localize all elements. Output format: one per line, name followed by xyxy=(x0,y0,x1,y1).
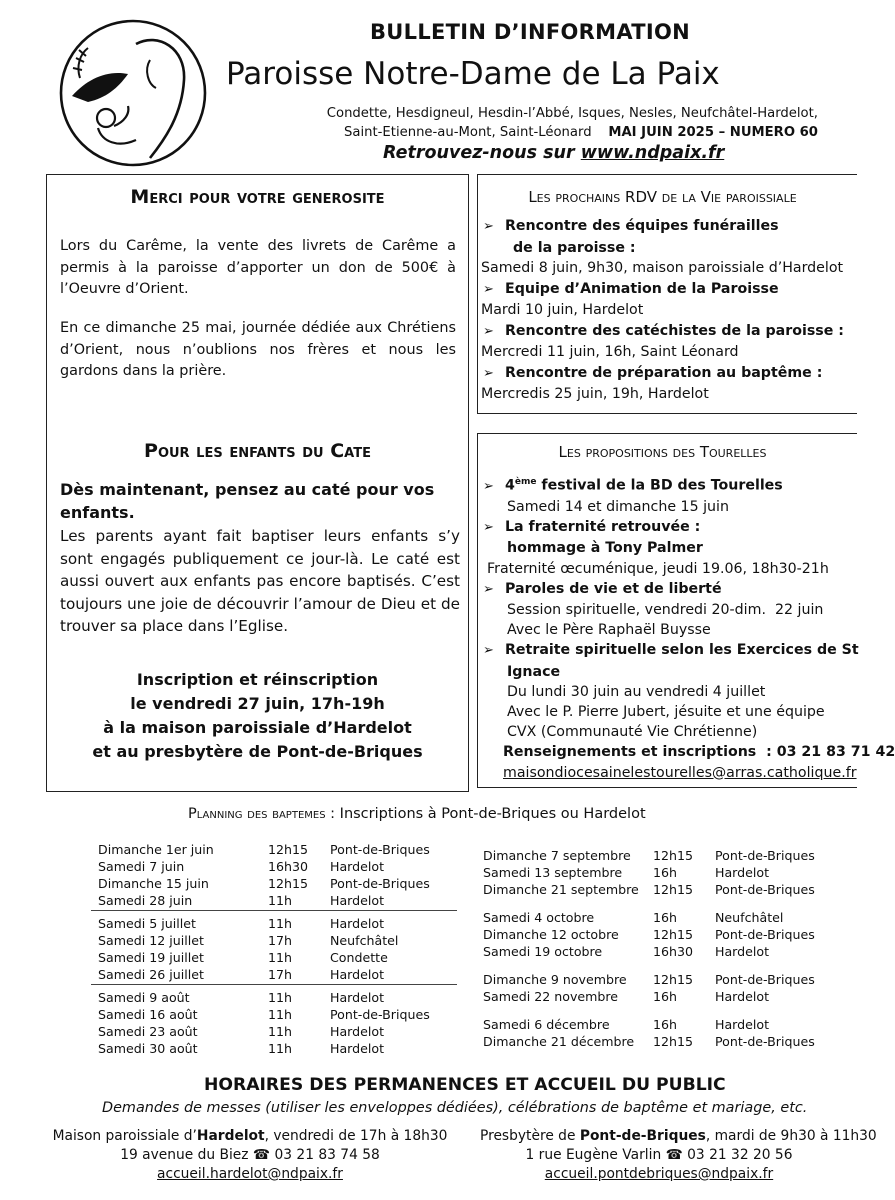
festival-title: festival de la BD des Tourelles xyxy=(536,477,783,494)
baptism-day: Samedi 5 juillet xyxy=(98,916,196,931)
tourelles-title: Les propositions des Tourelles xyxy=(558,443,767,461)
baptism-time: 11h xyxy=(268,1041,293,1056)
footer-hardelot-line1 xyxy=(40,1127,460,1146)
website-prefix: Retrouvez-nous sur xyxy=(383,143,581,163)
website-link[interactable]: www.ndpaix.fr xyxy=(580,143,725,163)
arrow-icon: ➢ xyxy=(483,581,494,597)
baptism-row xyxy=(98,1040,384,1057)
baptism-day: Samedi 28 juin xyxy=(98,893,193,908)
baptism-place: Pont-de-Briques xyxy=(330,876,430,891)
retraite-title-2: Ignace xyxy=(507,663,561,680)
baptism-day: Samedi 26 juillet xyxy=(98,967,204,982)
cate-insc-1: Inscription et réinscription xyxy=(136,670,379,689)
baptism-row xyxy=(483,881,815,898)
rdv-item-1-title-2: de la paroisse : xyxy=(513,239,636,256)
baptism-row xyxy=(483,909,783,926)
baptism-row xyxy=(98,1023,384,1040)
fp-a: Presbytère de xyxy=(480,1128,580,1144)
parish-logo xyxy=(58,18,208,168)
arrow-icon: ➢ xyxy=(483,281,494,297)
baptism-day: Dimanche 1er juin xyxy=(98,842,214,857)
retraite-title: Retraite spirituelle selon les Exercices de St xyxy=(505,642,859,659)
baptism-time: 12h15 xyxy=(653,882,694,897)
baptism-place: Pont-de-Briques xyxy=(715,882,815,897)
baptism-day: Samedi 19 octobre xyxy=(483,944,603,959)
paroles-detail-2: Avec le Père Raphaël Buysse xyxy=(507,622,711,639)
arrow-icon: ➢ xyxy=(483,520,494,536)
baptism-time: 11h xyxy=(268,916,293,931)
baptism-place: Pont-de-Briques xyxy=(715,927,815,942)
baptism-day: Samedi 30 août xyxy=(98,1041,198,1056)
footer-pdb-line1 xyxy=(470,1127,877,1146)
baptism-time: 12h15 xyxy=(653,927,694,942)
fraternite-title: La fraternité retrouvée : xyxy=(505,519,701,536)
baptism-time: 17h xyxy=(268,967,293,982)
baptism-place: Hardelot xyxy=(715,1017,770,1032)
fh-a: Maison paroissiale d’ xyxy=(52,1128,197,1144)
planning-heading xyxy=(188,806,646,822)
baptism-time: 11h xyxy=(268,1024,293,1039)
baptism-place: Neufchâtel xyxy=(330,933,399,948)
baptism-time: 11h xyxy=(268,893,293,908)
baptism-row xyxy=(98,966,384,983)
paroles-title: Paroles de vie et de liberté xyxy=(505,580,722,597)
baptism-place: Neufchâtel xyxy=(715,910,784,925)
rdv-item-1-title: Rencontre des équipes funérailles xyxy=(505,218,779,234)
baptism-place: Hardelot xyxy=(715,865,770,880)
towns-line-2 xyxy=(276,123,818,142)
baptism-row xyxy=(98,858,384,875)
footer-pontdebriques xyxy=(470,1127,877,1184)
rdv-item-1 xyxy=(481,216,848,279)
towns-block xyxy=(276,104,818,142)
baptism-row xyxy=(483,943,769,960)
baptism-day: Samedi 23 août xyxy=(98,1024,198,1039)
baptism-time: 12h15 xyxy=(653,972,694,987)
tourelles-list xyxy=(481,472,895,783)
cate-body: Les parents ayant fait baptiser leurs enfants s’y sont engagés publiquement ce jour-là. Le caté est aussi ouvert aux enfants pas encore baptisés. C’est toujours une joie de découvrir l’amour de Dieu et de trouver sa place dans l’Eglise. xyxy=(60,527,460,635)
baptism-place: Pont-de-Briques xyxy=(715,1034,815,1049)
rdv-item-4-title: Rencontre de préparation au baptême : xyxy=(505,364,823,381)
baptism-time: 16h xyxy=(653,1017,678,1032)
rdv-item-2-detail: Mardi 10 juin, Hardelot xyxy=(481,302,644,318)
baptism-place: Hardelot xyxy=(715,989,770,1004)
arrow-icon: ➢ xyxy=(483,643,494,659)
baptism-day: Samedi 19 juillet xyxy=(98,950,204,965)
baptism-place: Pont-de-Briques xyxy=(330,842,430,857)
baptism-time: 11h xyxy=(268,950,293,965)
rdv-item-1-detail: Samedi 8 juin, 9h30, maison paroissiale d’Hardelot xyxy=(481,260,844,276)
baptism-place: Pont-de-Briques xyxy=(715,972,815,987)
cate-title: Pour les enfants du Cate xyxy=(144,440,371,462)
baptism-time: 12h15 xyxy=(653,848,694,863)
planning-subtitle: : Inscriptions à Pont-de-Briques ou Hardelot xyxy=(325,806,646,822)
baptism-row xyxy=(98,915,384,932)
baptism-row xyxy=(483,864,769,881)
baptism-day: Dimanche 12 octobre xyxy=(483,927,619,942)
generosite-p2: En ce dimanche 25 mai, journée dédiée aux Chrétiens d’Orient, nous n’oublions nos frères et nous les gardons dans la prière. xyxy=(60,320,456,379)
arrow-icon: ➢ xyxy=(483,365,494,381)
arrow-icon: ➢ xyxy=(483,219,494,234)
generosite-p1: Lors du Carême, la vente des livrets de Carême a permis à la paroisse d’apporter un don de 500€ à l’Oeuvre d’Orient. xyxy=(60,238,456,297)
baptism-day: Samedi 7 juin xyxy=(98,859,185,874)
cate-insc-3: à la maison paroissiale d’Hardelot xyxy=(103,718,412,737)
baptism-row xyxy=(98,949,388,966)
baptism-row xyxy=(483,1016,769,1033)
baptism-place: Hardelot xyxy=(330,916,385,931)
fh-c: , vendredi de 17h à 18h30 xyxy=(264,1128,448,1144)
fraternite-title-2: hommage à Tony Palmer xyxy=(507,540,703,557)
baptism-time: 16h xyxy=(653,989,678,1004)
tourelles-email-link[interactable]: maisondiocesainelestourelles@arras.catholique.fr xyxy=(503,764,857,781)
cate-insc-2: le vendredi 27 juin, 17h-19h xyxy=(130,694,385,713)
rdv-item-3 xyxy=(481,321,848,363)
planning-title: Planning des baptemes xyxy=(188,806,326,822)
festival-num: 4 xyxy=(505,477,515,494)
baptism-row xyxy=(483,971,815,988)
baptism-day: Dimanche 9 novembre xyxy=(483,972,627,987)
fh-b: Hardelot xyxy=(196,1128,265,1144)
baptism-time: 12h15 xyxy=(268,842,309,857)
baptism-time: 16h30 xyxy=(268,859,309,874)
retraite-detail-2: Avec le P. Pierre Jubert, jésuite et une équipe xyxy=(507,703,825,720)
baptism-place: Hardelot xyxy=(330,990,385,1005)
towns-line-1: Condette, Hesdigneul, Hesdin-l’Abbé, Isques, Nesles, Neufchâtel-Hardelot, xyxy=(326,106,818,121)
baptism-row xyxy=(98,892,384,909)
rdv-title: Les prochains RDV de la Vie paroissiale xyxy=(528,188,797,206)
rdv-item-2-title: Equipe d’Animation de la Paroisse xyxy=(505,280,779,297)
baptism-day: Samedi 22 novembre xyxy=(483,989,619,1004)
baptism-day: Samedi 16 août xyxy=(98,1007,198,1022)
baptism-time: 16h30 xyxy=(653,944,694,959)
baptism-row xyxy=(483,926,815,943)
baptism-row xyxy=(483,988,769,1005)
baptism-time: 16h xyxy=(653,910,678,925)
baptism-place: Condette xyxy=(330,950,388,965)
cate-lead: Dès maintenant, pensez au caté pour vos enfants. xyxy=(60,480,435,522)
baptism-place: Hardelot xyxy=(715,944,770,959)
arrow-icon: ➢ xyxy=(483,478,494,494)
generosite-title: Merci pour votre generosite xyxy=(130,186,385,208)
baptism-day: Dimanche 21 septembre xyxy=(483,882,639,897)
baptism-time: 12h15 xyxy=(653,1034,694,1049)
baptism-time: 16h xyxy=(653,865,678,880)
cate-insc-4: et au presbytère de Pont-de-Briques xyxy=(92,742,423,761)
rdv-item-3-detail: Mercredi 11 juin, 16h, Saint Léonard xyxy=(481,344,739,360)
baptism-day: Dimanche 7 septembre xyxy=(483,848,631,863)
towns-line-2-text: Saint-Etienne-au-Mont, Saint-Léonard xyxy=(344,125,592,140)
retraite-detail-1: Du lundi 30 juin au vendredi 4 juillet xyxy=(507,683,766,700)
rdv-item-2 xyxy=(481,279,848,321)
baptism-time: 17h xyxy=(268,933,293,948)
rdv-list xyxy=(481,216,848,405)
footer-pdb-email[interactable]: accueil.pontdebriques@ndpaix.fr xyxy=(544,1166,774,1182)
month-separator xyxy=(91,910,457,911)
baptism-place: Hardelot xyxy=(330,893,385,908)
issue-label: MAI JUIN 2025 – NUMERO 60 xyxy=(608,125,818,140)
baptism-place: Hardelot xyxy=(330,859,385,874)
baptism-place: Pont-de-Briques xyxy=(330,1007,430,1022)
baptism-row xyxy=(483,847,815,864)
festival-detail: Samedi 14 et dimanche 15 juin xyxy=(507,498,729,515)
baptism-day: Dimanche 15 juin xyxy=(98,876,209,891)
baptism-row xyxy=(98,875,430,892)
baptism-row xyxy=(98,932,398,949)
footer-hardelot xyxy=(40,1127,460,1184)
baptism-place: Hardelot xyxy=(330,967,385,982)
baptism-time: 11h xyxy=(268,990,293,1005)
baptism-place: Pont-de-Briques xyxy=(715,848,815,863)
parish-title: Paroisse Notre-Dame de La Paix xyxy=(226,56,720,92)
baptism-day: Dimanche 21 décembre xyxy=(483,1034,635,1049)
baptism-row xyxy=(98,989,384,1006)
baptism-place: Hardelot xyxy=(330,1024,385,1039)
baptism-place: Hardelot xyxy=(330,1041,385,1056)
baptism-day: Samedi 9 août xyxy=(98,990,190,1005)
baptism-time: 12h15 xyxy=(268,876,309,891)
baptism-day: Samedi 12 juillet xyxy=(98,933,204,948)
month-separator xyxy=(91,984,457,985)
baptism-row xyxy=(98,1006,430,1023)
footer-hardelot-email[interactable]: accueil.hardelot@ndpaix.fr xyxy=(157,1166,343,1182)
retraite-detail-3: CVX (Communauté Vie Chrétienne) xyxy=(507,724,758,741)
footer-pdb-line2: 1 rue Eugène Varlin ☎ 03 21 32 20 56 xyxy=(525,1147,793,1163)
footer-hardelot-line2: 19 avenue du Biez ☎ 03 21 83 74 58 xyxy=(120,1147,380,1163)
paroles-detail-1: Session spirituelle, vendredi 20-dim. 22 juin xyxy=(507,601,824,618)
rdv-item-3-title: Rencontre des catéchistes de la paroisse : xyxy=(505,322,844,339)
festival-sup: ème xyxy=(514,477,537,487)
rdv-item-4 xyxy=(481,363,848,405)
footer-title: HORAIRES DES PERMANENCES ET ACCUEIL DU PUBLIC xyxy=(204,1075,726,1095)
footer-subtitle: Demandes de messes (utiliser les enveloppes dédiées), célébrations de baptême et mariage, etc. xyxy=(102,1100,808,1116)
baptism-day: Samedi 6 décembre xyxy=(483,1017,610,1032)
fp-c: , mardi de 9h30 à 11h30 xyxy=(705,1128,877,1144)
website-line xyxy=(383,143,724,163)
baptism-time: 11h xyxy=(268,1007,293,1022)
bulletin-heading: BULLETIN D’INFORMATION xyxy=(370,20,691,44)
cate-inscription xyxy=(46,668,469,764)
fp-b: Pont-de-Briques xyxy=(579,1128,706,1144)
fraternite-detail: Fraternité œcuménique, jeudi 19.06, 18h30-21h xyxy=(487,560,829,577)
arrow-icon: ➢ xyxy=(483,323,494,339)
baptism-day: Samedi 13 septembre xyxy=(483,865,623,880)
baptism-row xyxy=(98,841,430,858)
baptism-row xyxy=(483,1033,815,1050)
baptism-day: Samedi 4 octobre xyxy=(483,910,595,925)
rdv-item-4-detail: Mercredis 25 juin, 19h, Hardelot xyxy=(481,386,709,402)
tourelles-contact: Renseignements et inscriptions : 03 21 83 71 42 xyxy=(503,744,895,761)
